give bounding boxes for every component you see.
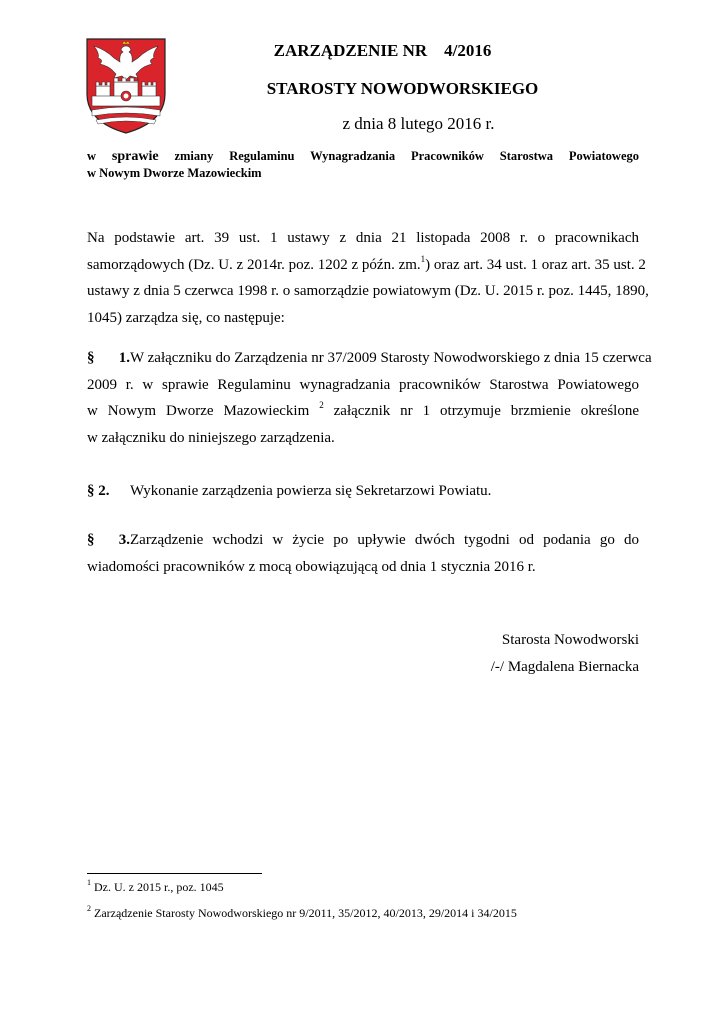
document-issuer: STAROSTY NOWODWORSKIEGO xyxy=(266,79,539,98)
footnote-separator xyxy=(87,873,262,874)
intro-paragraph: Na podstawie art. 39 ust. 1 ustawy z dnia 21 listopada 2008 r. o pracownikach samorządowych (Dz. U. z 2014r. poz. 1202 z późn. zm.$^1$) oraz art. 34 ust. 1 oraz art. 35 ust. 2 ustawy z dnia 5 czerwca 1998 r. o samorządzie powiatowym (Dz. U. 2015 r. poz. 1445, 1890, 1045) zarządza się, co następuje: xyxy=(87,230,649,326)
document-subject: w sprawie zmiany Regulaminu Wynagradzania Pracowników Starostwa Powiatowego w Nowym Dworze Mazowieckim xyxy=(87,149,640,180)
section-1: § 1.W załączniku do Zarządzenia nr 37/2009 Starosty Nowodworskiego z dnia 15 czerwca 2009 r. w sprawie Regulaminu wynagradzania pracowników Starostwa Powiatowego w Nowym Dworze Mazowieckim $^2$ załącznik nr 1 otrzymuje brzmienie określone w załączniku do niniejszego zarządzenia. xyxy=(87,350,652,446)
section-2: § 2. Wykonanie zarządzenia powierza się Sekretarzowi Powiatu. xyxy=(87,483,492,499)
footnote-1: $^1$ Dz. U. z 2015 r., poz. 1045 xyxy=(87,878,224,894)
document-date: z dnia 8 lutego 2016 r. xyxy=(342,114,495,133)
section-3: § 3.Zarządzenie wchodzi w życie po upływie dwóch tygodni od podania go do wiadomości pracowników z mocą obowiązującą od dnia 1 stycznia 2016 r. xyxy=(87,532,639,575)
document-title: ZARZĄDZENIE NR 4/2016 xyxy=(273,41,492,60)
signature-role: Starosta Nowodworski xyxy=(501,632,639,648)
footnote-ref-1: 1 xyxy=(420,253,426,264)
signature-block xyxy=(491,627,639,681)
footnote-2: $^2$ Zarządzenie Starosty Nowodworskiego nr 9/2011, 35/2012, 40/2013, 29/2014 i 34/2015 xyxy=(87,904,517,920)
footnote-ref-2: 2 xyxy=(319,400,324,410)
signature-name: /-/ Magdalena Biernacka xyxy=(490,659,639,675)
